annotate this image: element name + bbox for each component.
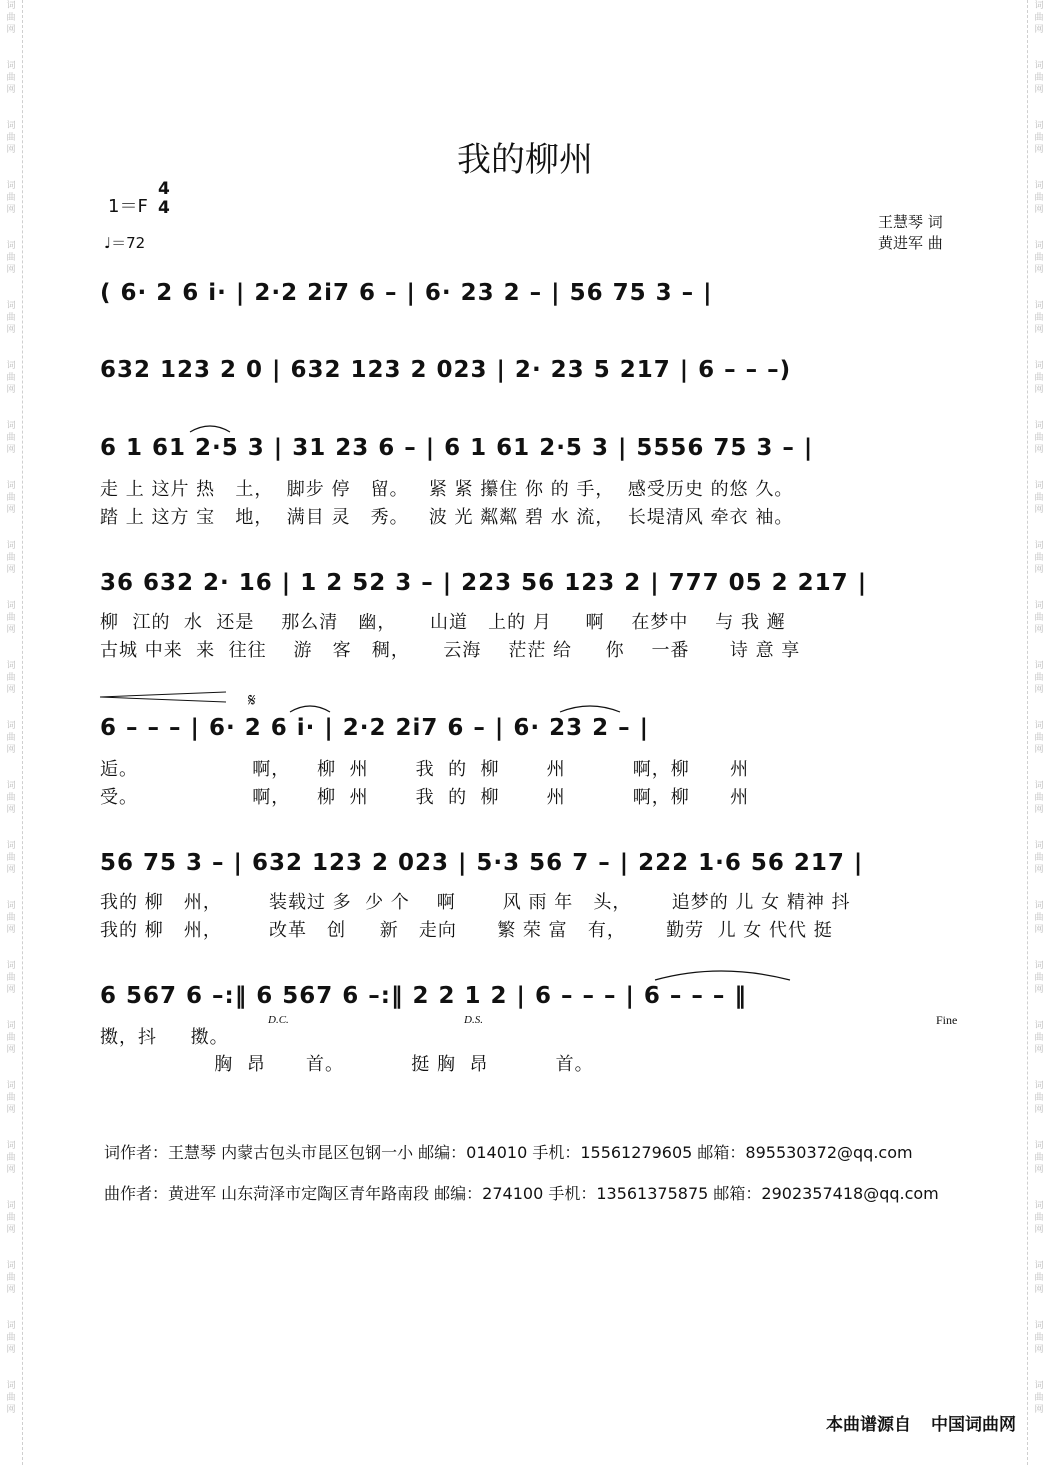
watermark-text: 词 曲 网 (1034, 121, 1044, 155)
watermark-text: 词 曲 网 (1034, 1081, 1044, 1115)
score-line-6: 56 75 3 – | 632 123 2 023 | 5·3 56 7 – | 222 1·6 56 217 | (100, 850, 864, 876)
lyric-line-3: 柳 江的 水 还是 那么清 幽， 山道 上的 月 啊 在梦中 与 我 邂 (100, 612, 786, 633)
watermark-text: 词 曲 网 (1034, 1321, 1044, 1355)
watermark-text: 词 曲 网 (6, 1321, 16, 1355)
ds-mark: D.S. (464, 1014, 483, 1026)
slur-arc (560, 706, 620, 712)
watermark-text: 词 曲 网 (1034, 601, 1044, 635)
lyric-line-1: 走 上 这片 热 土， 脚步 停 留。 紧 紧 攥住 你 的 手， 感受历史 的悠 久。 (100, 479, 794, 500)
watermark-text: 词 曲 网 (6, 901, 16, 935)
watermark-text: 词 曲 网 (1034, 181, 1044, 215)
segno-mark: 𝄋 (248, 690, 256, 711)
watermark-text: 词 曲 网 (6, 961, 16, 995)
lyric-line-10: 胸 昂 首。 挺 胸 昂 首。 (100, 1054, 594, 1075)
watermark-text: 词 曲 网 (1034, 61, 1044, 95)
watermark-text: 词 曲 网 (6, 181, 16, 215)
watermark-text: 词 曲 网 (6, 781, 16, 815)
slur-arc (190, 426, 230, 432)
watermark-text: 词 曲 网 (1034, 1381, 1044, 1415)
lyric-line-8: 我的 柳 州， 改革 创 新 走向 繁 荣 富 有， 勤劳 儿 女 代代 挺 (100, 920, 833, 941)
watermark-text: 词 曲 网 (1034, 1201, 1044, 1235)
watermark-text: 词 曲 网 (1034, 901, 1044, 935)
watermark-text: 词 曲 网 (6, 1021, 16, 1055)
watermark-text: 词 曲 网 (6, 1261, 16, 1295)
watermark-text: 词 曲 网 (1034, 1261, 1044, 1295)
watermark-text: 词 曲 网 (6, 481, 16, 515)
watermark-text: 词 曲 网 (1034, 1141, 1044, 1175)
watermark-text: 词 曲 网 (6, 661, 16, 695)
lyric-line-4: 古城 中来 来 往往 游 客 稠， 云海 茫茫 给 你 一番 诗 意 享 (100, 640, 801, 661)
meter-denominator: 4 (158, 198, 170, 218)
watermark-text: 词 曲 网 (1034, 841, 1044, 875)
watermark-text: 词 曲 网 (6, 121, 16, 155)
watermark-text: 词 曲 网 (1034, 481, 1044, 515)
footer-source (806, 1410, 1016, 1435)
watermark-text: 词 曲 网 (6, 1381, 16, 1415)
song-title: 我的柳州 (457, 140, 593, 180)
watermark-text: 词 曲 网 (6, 241, 16, 275)
watermark-text: 词 曲 网 (1034, 241, 1044, 275)
watermark-text: 词 曲 网 (6, 541, 16, 575)
slur-arc (290, 706, 330, 712)
watermark-text: 词 曲 网 (1034, 421, 1044, 455)
watermark-text: 词 曲 网 (6, 421, 16, 455)
composer: 黄进军 曲 (878, 234, 943, 252)
tie-arc (655, 971, 790, 980)
watermark-text: 词 曲 网 (1034, 1021, 1044, 1055)
key-signature: 1＝F (108, 196, 148, 217)
lyric-line-6: 受。 啊， 柳 州 我 的 柳 州 啊，柳 州 (100, 787, 750, 808)
footer-source-label: 本曲谱源自 (826, 1415, 911, 1435)
score-line-3: 6 1 61 2·5 3 | 31 23 6 – | 6 1 61 2·5 3 | 5556 75 3 – | (100, 435, 814, 461)
watermark-text: 词 曲 网 (6, 1081, 16, 1115)
lyric-line-5: 逅。 啊， 柳 州 我 的 柳 州 啊，柳 州 (100, 759, 750, 780)
watermark-text: 词 曲 网 (6, 61, 16, 95)
watermark-text: 词 曲 网 (6, 361, 16, 395)
lyricist: 王慧琴 词 (878, 213, 943, 231)
watermark-text: 词 曲 网 (1034, 721, 1044, 755)
watermark-text: 词 曲 网 (1034, 1, 1044, 35)
score-line-5: 6 – – – | 6· 2 6 i· | 2·2 2i7 6 – | 6· 23 2 – | (100, 715, 650, 741)
watermark-text: 词 曲 网 (6, 721, 16, 755)
score-line-2: 632 123 2 0 | 632 123 2 023 | 2· 23 5 217 | 6 – – –) (100, 357, 792, 383)
score-line-7: 6 567 6 –:‖ 6 567 6 –:‖ 2 2 1 2 | 6 – – – | 6 – – – ‖ (100, 983, 747, 1009)
watermark-text: 词 曲 网 (1034, 661, 1044, 695)
crescendo-upper (100, 692, 226, 697)
lyricist-info: 词作者：王慧琴 内蒙古包头市昆区包钢一小 邮编：014010 手机：15561279605 邮箱：895530372@qq.com (104, 1143, 913, 1162)
watermark-text: 词 曲 网 (1034, 541, 1044, 575)
composer-info: 曲作者：黄进军 山东菏泽市定陶区青年路南段 邮编：274100 手机：13561375875 邮箱：2902357418@qq.com (104, 1184, 939, 1203)
lyric-line-7: 我的 柳 州， 装载过 多 少 个 啊 风 雨 年 头， 追梦的 儿 女 精神 抖 (100, 892, 851, 913)
watermark-text: 词 曲 网 (1034, 301, 1044, 335)
watermark-text: 词 曲 网 (6, 1, 16, 35)
watermark-text: 词 曲 网 (1034, 361, 1044, 395)
watermark-text: 词 曲 网 (1034, 961, 1044, 995)
watermark-text: 词 曲 网 (6, 1201, 16, 1235)
footer-site-link[interactable]: 中国词曲网 (931, 1415, 1016, 1435)
lyric-line-2: 踏 上 这方 宝 地， 满目 灵 秀。 波 光 粼粼 碧 水 流， 长堤清风 牵衣 袖。 (100, 507, 794, 528)
watermark-text: 词 曲 网 (1034, 781, 1044, 815)
meter-numerator: 4 (158, 179, 170, 199)
lyric-line-9: 擞，抖 擞。 (100, 1027, 229, 1048)
watermark-text: 词 曲 网 (6, 301, 16, 335)
score-line-4: 36 632 2· 16 | 1 2 52 3 – | 223 56 123 2 | 777 05 2 217 | (100, 570, 868, 596)
fine-mark: Fine (936, 1013, 958, 1027)
crescendo-lower (100, 697, 226, 702)
dc-mark: D.C. (268, 1014, 289, 1026)
watermark-text: 词 曲 网 (6, 841, 16, 875)
score-line-1: ( 6· 2 6 i· | 2·2 2i7 6 – | 6· 23 2 – | 56 75 3 – | (100, 280, 713, 306)
tempo-value: ＝72 (111, 234, 146, 252)
watermark-text: 词 曲 网 (6, 601, 16, 635)
watermark-text: 词 曲 网 (6, 1141, 16, 1175)
tempo-marking: ♩＝72 (104, 234, 146, 252)
